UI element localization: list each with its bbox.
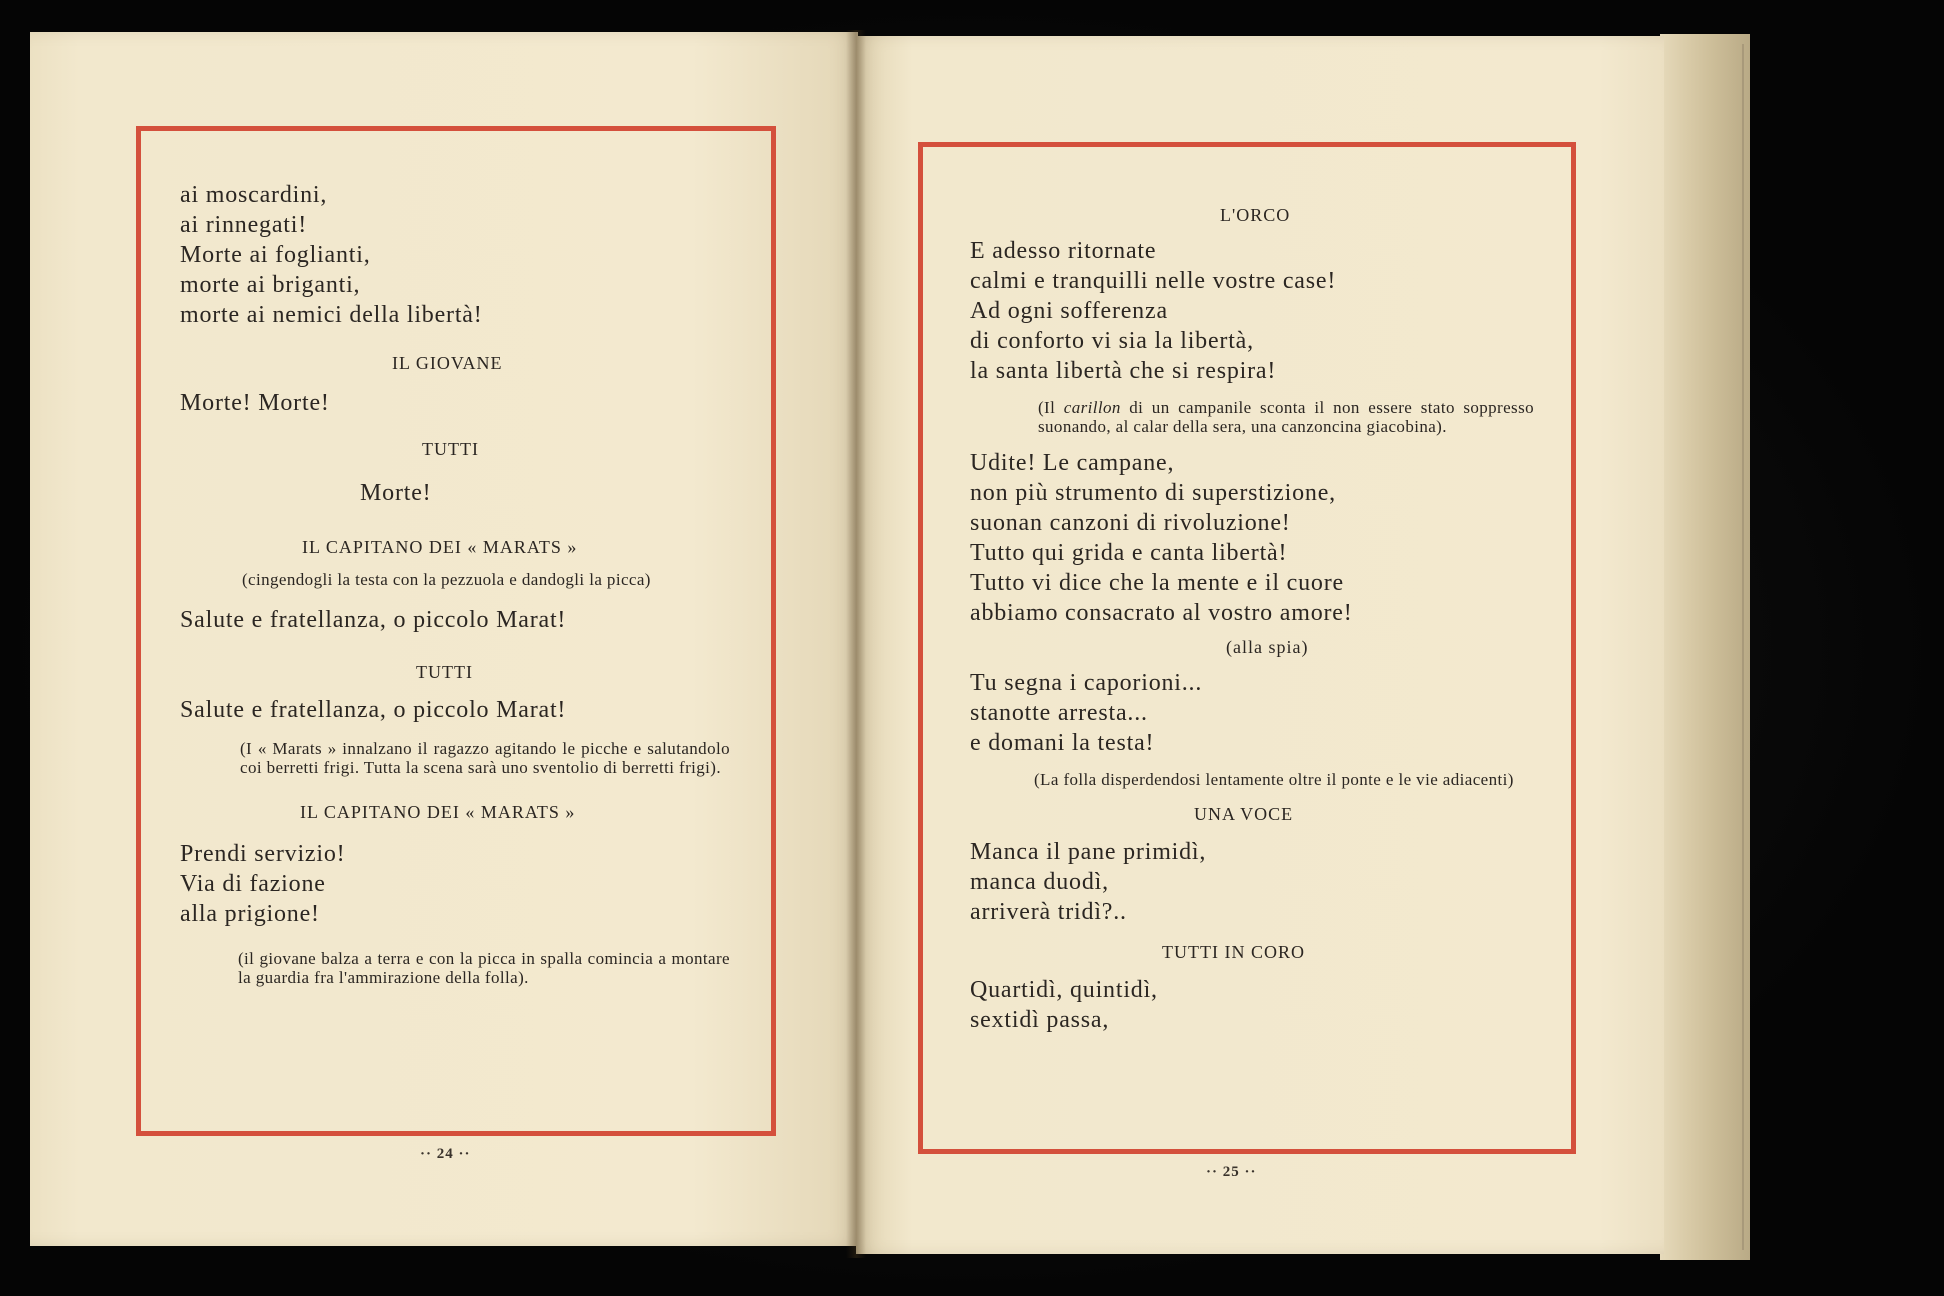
page-number: ·· 25 ·· bbox=[1206, 1164, 1257, 1180]
speaker-name: TUTTI bbox=[416, 662, 473, 682]
verse-line: Ad ogni sofferenza bbox=[970, 298, 1168, 324]
verse-line: Tutto qui grida e canta libertà! bbox=[970, 540, 1288, 566]
verse-line: sextidì passa, bbox=[970, 1007, 1110, 1033]
verse-line: e domani la testa! bbox=[970, 730, 1155, 756]
verse-line: Prendi servizio! bbox=[180, 841, 346, 867]
speaker-name: UNA VOCE bbox=[1194, 804, 1294, 824]
verse-line: Tu segna i caporioni... bbox=[970, 670, 1203, 696]
verse-line: Salute e fratellanza, o piccolo Marat! bbox=[180, 697, 567, 723]
verse-line: suonan canzoni di rivoluzione! bbox=[970, 510, 1291, 536]
stage-text: (Il bbox=[1038, 398, 1064, 417]
stage-italic-word: carillon bbox=[1063, 398, 1121, 417]
speaker-name: IL CAPITANO DEI « MARATS » bbox=[302, 537, 578, 557]
speaker-name: TUTTI IN CORO bbox=[1162, 942, 1305, 962]
verse-line: Salute e fratellanza, o piccolo Marat! bbox=[180, 607, 567, 633]
verse-line: stanotte arresta... bbox=[970, 700, 1148, 726]
speaker-name: IL CAPITANO DEI « MARATS » bbox=[300, 802, 576, 822]
verse-line: Via di fazione bbox=[180, 871, 326, 897]
right-page-text bbox=[970, 196, 1534, 1035]
page-block-edges bbox=[1660, 34, 1750, 1260]
verse-line: ai rinnegati! bbox=[180, 212, 308, 238]
verse-line: alla prigione! bbox=[180, 901, 320, 927]
stage-direction: (il giovane balza a terra e con la picca in spalla comincia a montare la guardia fra l'ammirazione della folla). bbox=[238, 949, 730, 987]
verse-line: Morte ai foglianti, bbox=[180, 242, 371, 268]
page-number: ·· 24 ·· bbox=[420, 1146, 471, 1162]
stage-direction: (alla spia) bbox=[1226, 637, 1309, 657]
verse-line: la santa libertà che si respira! bbox=[970, 358, 1277, 384]
speaker-name: IL GIOVANE bbox=[392, 353, 503, 373]
speaker-name: L'ORCO bbox=[1220, 205, 1291, 225]
verse-line: di conforto vi sia la libertà, bbox=[970, 328, 1254, 354]
verse-line: Morte! bbox=[360, 480, 432, 506]
verse-line: abbiamo consacrato al vostro amore! bbox=[970, 600, 1353, 626]
verse-line: calmi e tranquilli nelle vostre case! bbox=[970, 268, 1337, 294]
book-spine bbox=[846, 30, 866, 1258]
verse-line: ai moscardini, bbox=[180, 182, 328, 208]
verse-line: Udite! Le campane, bbox=[970, 450, 1175, 476]
verse-line: Manca il pane primidì, bbox=[970, 839, 1207, 865]
stage-direction bbox=[970, 398, 1534, 436]
verse-line: manca duodì, bbox=[970, 869, 1109, 895]
stage-text: di un campanile sconta il non essere stato soppresso suonando, al calar della sera, una canzoncina giacobina). bbox=[1038, 398, 1534, 436]
stage-direction: (La folla disperdendosi lentamente oltre il ponte e le vie adiacenti) bbox=[1034, 770, 1514, 789]
stage-direction: (I « Marats » innalzano il ragazzo agitando le picche e salutandolo coi berretti frigi. Tutta la scena sarà uno sventolio di berretti frigi). bbox=[240, 739, 730, 777]
verse-line: morte ai briganti, bbox=[180, 272, 361, 298]
verse-line: Morte! Morte! bbox=[180, 390, 330, 416]
left-page-text bbox=[180, 180, 740, 987]
verse-line: Tutto vi dice che la mente e il cuore bbox=[970, 570, 1344, 596]
speaker-name: TUTTI bbox=[422, 439, 479, 459]
stage-direction: (cingendogli la testa con la pezzuola e dandogli la picca) bbox=[242, 570, 651, 589]
verse-line: morte ai nemici della libertà! bbox=[180, 302, 483, 328]
verse-line: non più strumento di superstizione, bbox=[970, 480, 1336, 506]
verse-line: E adesso ritornate bbox=[970, 238, 1157, 264]
verse-line: Quartidì, quintidì, bbox=[970, 977, 1158, 1003]
verse-line: arriverà tridì?.. bbox=[970, 899, 1127, 925]
